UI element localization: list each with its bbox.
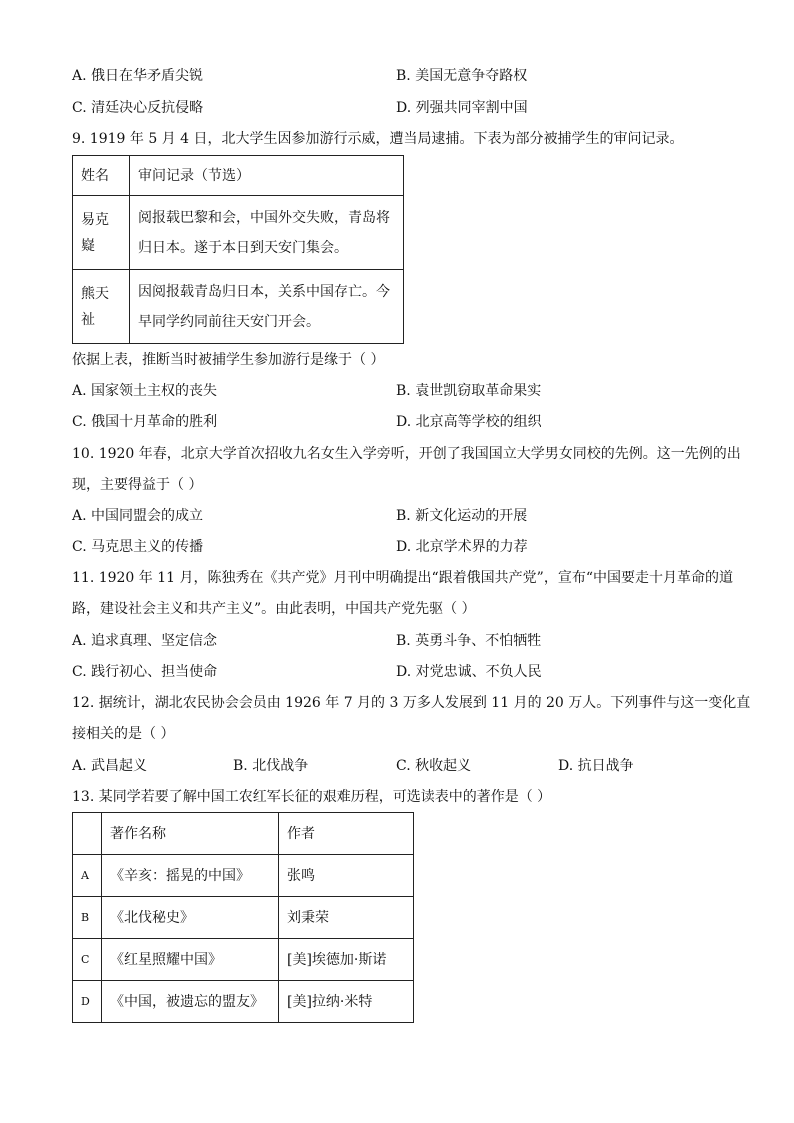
table-row <box>73 855 414 897</box>
row-key: C <box>73 939 102 981</box>
q11-stem-line-1: 11. 1920 年 11 月，陈独秀在《共产党》月刊中明确提出“跟着俄国共产党”，宣布“中国要走十月革命的道 <box>72 570 733 586</box>
q9-stem: 9. 1919 年 5 月 4 日，北大学生因参加游行示威，遭当局逮捕。下表为部分被捕学生的审问记录。 <box>72 131 684 147</box>
q9-option-a: A. 国家领土主权的丧失 <box>72 383 218 399</box>
q10-stem-line-2: 现，主要得益于（ ） <box>72 477 203 493</box>
book-author: 张鸣 <box>279 855 414 897</box>
q11-option-d: D. 对党忠诚、不负人民 <box>396 664 542 680</box>
book-title: 《中国，被遗忘的盟友》 <box>102 981 279 1023</box>
table-row <box>73 939 414 981</box>
record-text <box>130 270 404 344</box>
q12-stem-line-2: 接相关的是（ ） <box>72 726 175 742</box>
q13-book-table <box>72 812 414 1023</box>
q12-stem-line-1: 12. 据统计，湖北农民协会会员由 1926 年 7 月的 3 万多人发展到 11 月的 20 万人。下列事件与这一变化直 <box>72 695 751 711</box>
student-name: 熊天祉 <box>73 270 130 344</box>
q11-stem-line-2: 路，建设社会主义和共产主义”。由此表明，中国共产党先驱（ ） <box>72 601 476 617</box>
q12-option-c: C. 秋收起义 <box>396 758 472 774</box>
table-header-cell: 姓名 <box>73 156 130 196</box>
q12-option-a: A. 武昌起义 <box>72 758 148 774</box>
table-header-cell: 作者 <box>279 813 414 855</box>
q8-option-d: D. 列强共同宰割中国 <box>396 100 528 116</box>
table-row <box>73 813 414 855</box>
record-text <box>130 196 404 270</box>
q12-option-d: D. 抗日战争 <box>558 758 634 774</box>
record-text-line: 归日本。遂于本日到天安门集会。 <box>138 239 348 256</box>
table-header-cell: 审问记录（节选） <box>130 156 404 196</box>
book-author: [美]埃德加·斯诺 <box>279 939 414 981</box>
record-text-line: 阅报载巴黎和会，中国外交失败，青岛将 <box>138 209 390 226</box>
q9-question: 依据上表，推断当时被捕学生参加游行是缘于（ ） <box>72 352 385 368</box>
q9-record-table <box>72 155 404 344</box>
book-title: 《北伐秘史》 <box>102 897 279 939</box>
book-title: 《红星照耀中国》 <box>102 939 279 981</box>
q10-option-c: C. 马克思主义的传播 <box>72 539 204 555</box>
table-row <box>73 897 414 939</box>
table-row <box>73 156 404 196</box>
table-row <box>73 196 404 270</box>
q12-option-b: B. 北伐战争 <box>233 758 309 774</box>
q9-option-c: C. 俄国十月革命的胜利 <box>72 414 218 430</box>
q9-option-b: B. 袁世凯窃取革命果实 <box>396 383 542 399</box>
row-key: D <box>73 981 102 1023</box>
row-key: B <box>73 897 102 939</box>
q11-option-c: C. 践行初心、担当使命 <box>72 664 218 680</box>
q8-option-b: B. 美国无意争夺路权 <box>396 68 528 84</box>
q10-option-b: B. 新文化运动的开展 <box>396 508 528 524</box>
q13-stem: 13. 某同学若要了解中国工农红军长征的艰难历程，可选读表中的著作是（ ） <box>72 789 552 805</box>
record-text-line: 早同学约同前往天安门开会。 <box>138 313 320 330</box>
table-header-cell <box>73 813 102 855</box>
book-title: 《辛亥：摇晃的中国》 <box>102 855 279 897</box>
q11-option-b: B. 英勇斗争、不怕牺牲 <box>396 633 542 649</box>
table-header-cell: 著作名称 <box>102 813 279 855</box>
row-key: A <box>73 855 102 897</box>
book-author: [美]拉纳·米特 <box>279 981 414 1023</box>
table-row <box>73 981 414 1023</box>
q9-option-d: D. 北京高等学校的组织 <box>396 414 542 430</box>
q11-option-a: A. 追求真理、坚定信念 <box>72 633 218 649</box>
q10-stem-line-1: 10. 1920 年春，北京大学首次招收九名女生入学旁听，开创了我国国立大学男女同校的先例。这一先例的出 <box>72 446 741 462</box>
q8-option-a: A. 俄日在华矛盾尖锐 <box>72 68 204 84</box>
q8-option-c: C. 清廷决心反抗侵略 <box>72 100 204 116</box>
book-author: 刘秉荣 <box>279 897 414 939</box>
table-row <box>73 270 404 344</box>
q10-option-a: A. 中国同盟会的成立 <box>72 508 204 524</box>
record-text-line: 因阅报载青岛归日本，关系中国存亡。今 <box>138 283 390 300</box>
student-name: 易克嶷 <box>73 196 130 270</box>
q10-option-d: D. 北京学术界的力荐 <box>396 539 528 555</box>
